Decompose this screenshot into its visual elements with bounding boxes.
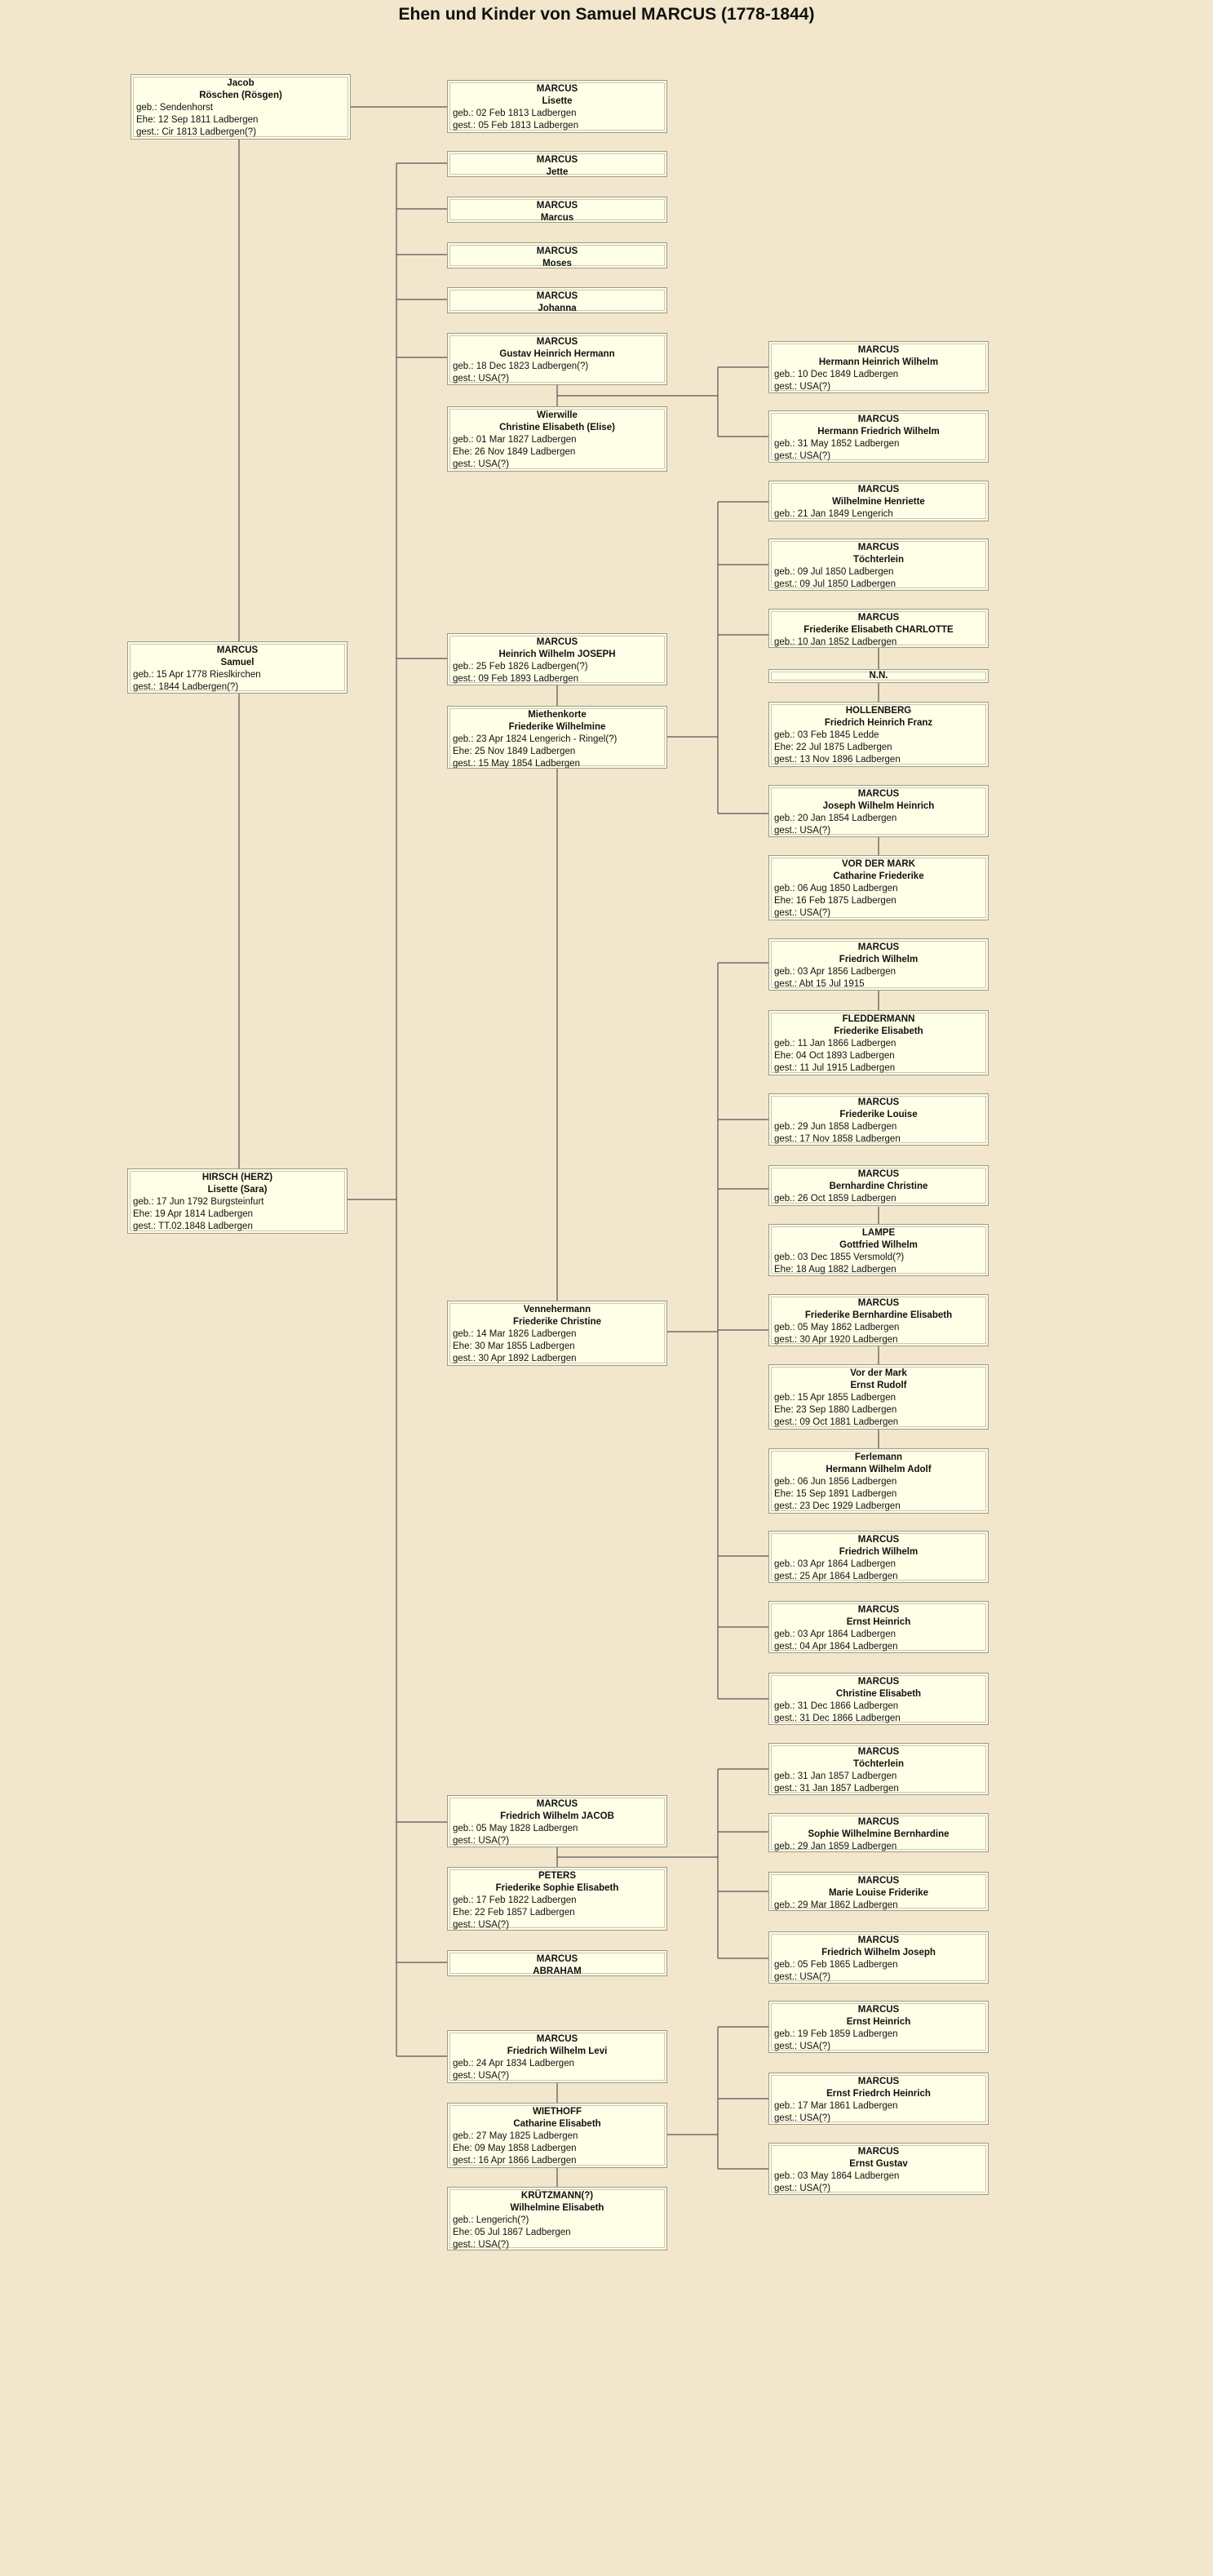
person-surname: Wierwille [537, 410, 578, 420]
person-detail: geb.: 01 Mar 1827 Ladbergen [453, 435, 577, 445]
person-detail: geb.: 17 Feb 1822 Ladbergen [453, 1895, 577, 1905]
person-given-name: Töchterlein [853, 1759, 904, 1769]
person-given-name: Catharine Elisabeth [513, 2119, 601, 2129]
person-detail: gest.: 05 Feb 1813 Ladbergen [453, 121, 579, 131]
person-detail: gest.: 30 Apr 1920 Ladbergen [774, 1335, 898, 1345]
person-surname: KRÜTZMANN(?) [520, 2191, 594, 2201]
person-detail: gest.: 25 Apr 1864 Ladbergen [774, 1572, 898, 1581]
person-given-name: Marcus [540, 213, 574, 223]
person-box-fbe[interactable] [768, 1294, 989, 1346]
person-detail: geb.: 06 Aug 1850 Ladbergen [774, 884, 898, 893]
person-given-name: Ernst Friedrch Heinrich [826, 2089, 931, 2099]
person-surname: MARCUS [857, 543, 900, 552]
person-box-samuel[interactable] [127, 641, 348, 694]
person-given-name: Friedrich Wilhelm Levi [507, 2046, 608, 2056]
person-box-wiethoff[interactable] [447, 2103, 667, 2168]
person-box-hfw[interactable] [768, 410, 989, 463]
person-surname: HOLLENBERG [845, 706, 912, 716]
person-surname: MARCUS [857, 485, 900, 494]
person-given-name: Ernst Heinrich [846, 2017, 911, 2027]
person-surname: FLEDDERMANN [842, 1014, 915, 1024]
person-box-hhw[interactable] [768, 341, 989, 393]
person-detail: gest.: USA(?) [774, 451, 831, 461]
person-detail: geb.: 26 Oct 1859 Ladbergen [774, 1194, 896, 1204]
person-given-name: Friederike Bernhardine Elisabeth [804, 1310, 953, 1320]
person-detail: gest.: USA(?) [453, 459, 510, 469]
person-detail: gest.: USA(?) [453, 1836, 510, 1846]
person-given-name: Hermann Friedrich Wilhelm [817, 427, 940, 437]
person-detail: gest.: USA(?) [774, 826, 831, 836]
person-detail: gest.: USA(?) [453, 1920, 510, 1930]
person-surname: MARCUS [857, 2147, 900, 2157]
person-given-name: Gottfried Wilhelm [839, 1240, 918, 1250]
person-surname: MARCUS [536, 2034, 578, 2044]
person-surname: MARCUS [536, 201, 578, 211]
person-detail: Ehe: 12 Sep 1811 Ladbergen [136, 115, 259, 125]
person-surname: MARCUS [857, 1747, 900, 1757]
person-detail: gest.: 16 Apr 1866 Ladbergen [453, 2156, 577, 2166]
person-detail: Ehe: 22 Jul 1875 Ladbergen [774, 743, 892, 752]
person-given-name: ABRAHAM [533, 1966, 582, 1976]
person-detail: geb.: 20 Jan 1854 Ladbergen [774, 814, 897, 823]
person-given-name: Hermann Heinrich Wilhelm [818, 357, 939, 367]
person-surname: MARCUS [857, 1817, 900, 1827]
person-given-name: Lisette (Sara) [207, 1185, 268, 1195]
person-box-mlf[interactable] [768, 1872, 989, 1911]
person-detail: gest.: 23 Dec 1929 Ladbergen [774, 1501, 901, 1511]
person-given-name: Friederike Christine [512, 1317, 601, 1327]
person-detail: gest.: USA(?) [774, 2042, 831, 2051]
person-given-name: Moses [542, 259, 572, 268]
person-surname: MARCUS [857, 1298, 900, 1308]
person-detail: gest.: Cir 1813 Ladbergen(?) [136, 127, 257, 137]
person-given-name: Hermann Wilhelm Adolf [826, 1465, 932, 1474]
person-detail: Ehe: 18 Aug 1882 Ladbergen [774, 1265, 896, 1275]
person-detail: geb.: 10 Dec 1849 Ladbergen [774, 370, 899, 379]
person-given-name: Joseph Wilhelm Heinrich [822, 801, 935, 811]
person-box-eg[interactable] [768, 2143, 989, 2195]
person-detail: geb.: 02 Feb 1813 Ladbergen [453, 109, 577, 118]
person-detail: geb.: 18 Dec 1823 Ladbergen(?) [453, 361, 589, 371]
person-box-gustav[interactable] [447, 333, 667, 385]
person-surname: MARCUS [857, 1935, 900, 1945]
person-given-name: Lisette [542, 96, 573, 106]
person-given-name: Sophie Wilhelmine Bernhardine [808, 1829, 950, 1839]
person-box-jacob[interactable] [131, 74, 351, 140]
person-detail: geb.: 03 Dec 1855 Versmold(?) [774, 1253, 905, 1262]
person-box-toechterlein1[interactable] [768, 539, 989, 591]
person-detail: gest.: USA(?) [774, 908, 831, 918]
person-surname: N.N. [869, 671, 888, 681]
person-surname: LAMPE [861, 1228, 896, 1238]
person-box-nn[interactable] [768, 669, 989, 683]
person-given-name: Friedrich Wilhelm [839, 1547, 919, 1557]
person-box-fl[interactable] [768, 1093, 989, 1146]
person-box-lampe[interactable] [768, 1224, 989, 1276]
person-given-name: Christine Elisabeth (Elise) [499, 423, 615, 432]
person-given-name: Röschen (Rösgen) [199, 91, 282, 100]
person-detail: geb.: 31 Dec 1866 Ladbergen [774, 1701, 899, 1711]
person-surname: MARCUS [216, 645, 259, 655]
person-surname: VOR DER MARK [841, 859, 916, 869]
person-box-ce[interactable] [768, 1673, 989, 1725]
person-box-miethenkorte[interactable] [447, 706, 667, 769]
person-given-name: Samuel [220, 658, 255, 667]
person-box-ferlemann[interactable] [768, 1448, 989, 1514]
person-box-bc[interactable] [768, 1165, 989, 1206]
person-surname: Vennehermann [523, 1305, 591, 1315]
person-given-name: Ernst Heinrich [846, 1617, 911, 1627]
person-box-moses[interactable] [447, 242, 667, 268]
person-surname: MARCUS [857, 1605, 900, 1615]
person-surname: MARCUS [536, 155, 578, 165]
person-detail: gest.: 30 Apr 1892 Ladbergen [453, 1354, 577, 1363]
person-detail: geb.: 11 Jan 1866 Ladbergen [774, 1039, 896, 1049]
person-detail: geb.: 29 Jan 1859 Ladbergen [774, 1842, 897, 1851]
person-box-peters[interactable] [447, 1867, 667, 1931]
person-box-vennehermann[interactable] [447, 1301, 667, 1366]
person-box-hollenberg[interactable] [768, 702, 989, 767]
person-surname: MARCUS [536, 337, 578, 347]
person-surname: Vor der Mark [850, 1368, 907, 1378]
person-given-name: Friederike Wilhelmine [508, 722, 606, 732]
person-given-name: Töchterlein [853, 555, 904, 565]
person-given-name: Heinrich Wilhelm JOSEPH [498, 650, 616, 659]
person-detail: geb.: 21 Jan 1849 Lengerich [774, 509, 893, 519]
person-detail: geb.: 31 Jan 1857 Ladbergen [774, 1771, 897, 1781]
person-box-kruetzmann[interactable] [447, 2187, 667, 2250]
person-surname: MARCUS [536, 1799, 578, 1809]
person-surname: MARCUS [536, 291, 578, 301]
person-detail: Ehe: 22 Feb 1857 Ladbergen [453, 1908, 575, 1918]
person-box-johanna[interactable] [447, 287, 667, 313]
person-detail: gest.: USA(?) [453, 2071, 510, 2081]
person-given-name: Friedrich Wilhelm [839, 955, 919, 964]
person-given-name: Friedrich Wilhelm JACOB [500, 1811, 614, 1821]
person-box-abraham[interactable] [447, 1950, 667, 1976]
person-surname: MARCUS [536, 246, 578, 256]
person-box-wierwille[interactable] [447, 406, 667, 472]
person-detail: geb.: 19 Feb 1859 Ladbergen [774, 2029, 898, 2039]
person-surname: WIETHOFF [532, 2107, 582, 2117]
person-surname: MARCUS [536, 1954, 578, 1964]
person-detail: gest.: 17 Nov 1858 Ladbergen [774, 1134, 901, 1144]
person-given-name: Johanna [538, 304, 577, 313]
person-detail: geb.: 17 Jun 1792 Burgsteinfurt [133, 1197, 264, 1207]
person-surname: MARCUS [857, 1097, 900, 1107]
person-surname: MARCUS [857, 1876, 900, 1886]
person-detail: geb.: 24 Apr 1834 Ladbergen [453, 2059, 574, 2068]
person-detail: geb.: 29 Jun 1858 Ladbergen [774, 1122, 897, 1132]
person-detail: gest.: 31 Jan 1857 Ladbergen [774, 1784, 899, 1793]
person-detail: geb.: 27 May 1825 Ladbergen [453, 2131, 578, 2141]
person-detail: geb.: 03 May 1864 Ladbergen [774, 2171, 900, 2181]
person-box-vordermark1[interactable] [768, 855, 989, 920]
person-detail: gest.: 31 Dec 1866 Ladbergen [774, 1714, 901, 1723]
person-given-name: Friederike Elisabeth [834, 1026, 923, 1036]
person-detail: geb.: 03 Apr 1864 Ladbergen [774, 1629, 896, 1639]
person-box-whenr[interactable] [768, 481, 989, 521]
person-box-eh1[interactable] [768, 1601, 989, 1653]
person-box-fwjacob[interactable] [447, 1795, 667, 1847]
person-surname: MARCUS [857, 1677, 900, 1687]
person-given-name: Friedrich Wilhelm Joseph [821, 1948, 936, 1957]
person-detail: geb.: 05 May 1862 Ladbergen [774, 1323, 900, 1332]
person-given-name: Friedrich Heinrich Franz [824, 718, 933, 728]
person-detail: geb.: 14 Mar 1826 Ladbergen [453, 1329, 577, 1339]
person-given-name: Friederike Louise [839, 1110, 918, 1120]
person-detail: gest.: 15 May 1854 Ladbergen [453, 759, 581, 769]
person-detail: gest.: 11 Jul 1915 Ladbergen [774, 1063, 896, 1073]
person-detail: Ehe: 23 Sep 1880 Ladbergen [774, 1405, 897, 1415]
person-given-name: Ernst Gustav [849, 2159, 908, 2169]
person-detail: gest.: USA(?) [453, 374, 510, 384]
person-surname: MARCUS [857, 613, 900, 623]
person-detail: Ehe: 04 Oct 1893 Ladbergen [774, 1051, 895, 1061]
person-detail: geb.: 05 Feb 1865 Ladbergen [774, 1960, 898, 1970]
person-detail: geb.: 09 Jul 1850 Ladbergen [774, 567, 894, 577]
person-surname: MARCUS [857, 1535, 900, 1545]
person-detail: geb.: 31 May 1852 Ladbergen [774, 439, 900, 449]
person-surname: MARCUS [536, 637, 578, 647]
person-box-fwjo[interactable] [768, 1931, 989, 1984]
person-given-name: Wilhelmine Henriette [832, 497, 925, 507]
person-surname: Ferlemann [854, 1452, 903, 1462]
page-title: Ehen und Kinder von Samuel MARCUS (1778-1844) [398, 5, 815, 24]
person-surname: PETERS [538, 1871, 576, 1881]
person-surname: MARCUS [857, 942, 900, 952]
person-box-marcus[interactable] [447, 197, 667, 223]
person-detail: gest.: USA(?) [453, 2240, 510, 2250]
person-detail: geb.: Lengerich(?) [453, 2215, 529, 2225]
person-given-name: Gustav Heinrich Hermann [499, 349, 615, 359]
person-surname: Jacob [227, 78, 255, 88]
person-detail: gest.: Abt 15 Jul 1915 [774, 979, 865, 989]
person-given-name: Jette [546, 167, 569, 177]
person-detail: geb.: Sendenhorst [136, 103, 213, 113]
person-detail: gest.: USA(?) [774, 1972, 831, 1982]
person-given-name: Catharine Friederike [833, 871, 924, 881]
person-box-fleddermann[interactable] [768, 1010, 989, 1075]
person-box-toechterlein2[interactable] [768, 1743, 989, 1795]
person-box-vordermark2[interactable] [768, 1364, 989, 1430]
person-detail: geb.: 25 Feb 1826 Ladbergen(?) [453, 662, 588, 672]
person-detail: gest.: 1844 Ladbergen(?) [133, 682, 239, 692]
person-detail: geb.: 23 Apr 1824 Lengerich - Ringel(?) [453, 734, 618, 744]
person-detail: gest.: 04 Apr 1864 Ladbergen [774, 1642, 898, 1652]
person-box-lisette[interactable] [447, 80, 667, 133]
person-box-joseph[interactable] [447, 633, 667, 685]
person-surname: Miethenkorte [528, 710, 587, 720]
person-surname: MARCUS [857, 2005, 900, 2015]
person-surname: MARCUS [857, 2077, 900, 2086]
person-box-levi[interactable] [447, 2030, 667, 2083]
person-given-name: Friederike Sophie Elisabeth [495, 1883, 619, 1893]
person-detail: gest.: USA(?) [774, 2184, 831, 2193]
person-box-fw2[interactable] [768, 1531, 989, 1583]
person-surname: MARCUS [857, 789, 900, 799]
person-detail: gest.: 09 Oct 1881 Ladbergen [774, 1417, 899, 1427]
person-detail: geb.: 05 May 1828 Ladbergen [453, 1824, 578, 1833]
person-box-eh2[interactable] [768, 2001, 989, 2053]
person-given-name: Wilhelmine Elisabeth [510, 2203, 604, 2213]
person-surname: MARCUS [536, 84, 578, 94]
person-detail: Ehe: 15 Sep 1891 Ladbergen [774, 1489, 897, 1499]
person-detail: Ehe: 30 Mar 1855 Ladbergen [453, 1341, 575, 1351]
person-box-jwh[interactable] [768, 785, 989, 837]
person-given-name: Ernst Rudolf [850, 1381, 907, 1390]
person-detail: gest.: USA(?) [774, 382, 831, 392]
person-detail: Ehe: 05 Jul 1867 Ladbergen [453, 2228, 571, 2237]
person-given-name: Bernhardine Christine [829, 1182, 928, 1191]
person-detail: gest.: TT.02.1848 Ladbergen [133, 1221, 253, 1231]
person-detail: gest.: 09 Jul 1850 Ladbergen [774, 579, 896, 589]
person-detail: geb.: 17 Mar 1861 Ladbergen [774, 2101, 898, 2111]
person-surname: HIRSCH (HERZ) [201, 1173, 273, 1182]
person-detail: geb.: 10 Jan 1852 Ladbergen [774, 637, 897, 647]
person-box-hirsch[interactable] [127, 1168, 348, 1234]
person-detail: geb.: 15 Apr 1778 Rieslkirchen [133, 670, 261, 680]
person-box-fw1[interactable] [768, 938, 989, 991]
person-box-swb[interactable] [768, 1813, 989, 1852]
person-detail: gest.: 09 Feb 1893 Ladbergen [453, 674, 579, 684]
person-detail: Ehe: 16 Feb 1875 Ladbergen [774, 896, 896, 906]
person-given-name: Christine Elisabeth [835, 1689, 922, 1699]
person-detail: Ehe: 19 Apr 1814 Ladbergen [133, 1209, 254, 1219]
person-surname: MARCUS [857, 1169, 900, 1179]
person-detail: gest.: 13 Nov 1896 Ladbergen [774, 755, 901, 765]
person-detail: geb.: 29 Mar 1862 Ladbergen [774, 1900, 898, 1910]
person-surname: MARCUS [857, 415, 900, 424]
person-detail: geb.: 15 Apr 1855 Ladbergen [774, 1393, 896, 1403]
person-detail: Ehe: 09 May 1858 Ladbergen [453, 2144, 577, 2153]
person-box-efh[interactable] [768, 2073, 989, 2125]
person-detail: geb.: 06 Jun 1856 Ladbergen [774, 1477, 897, 1487]
person-detail: Ehe: 25 Nov 1849 Ladbergen [453, 747, 576, 756]
person-given-name: Friederike Elisabeth CHARLOTTE [804, 625, 954, 635]
person-detail: Ehe: 26 Nov 1849 Ladbergen [453, 447, 576, 457]
person-box-jette[interactable] [447, 151, 667, 177]
person-detail: geb.: 03 Feb 1845 Ledde [774, 730, 879, 740]
person-detail: geb.: 03 Apr 1856 Ladbergen [774, 967, 896, 977]
person-surname: MARCUS [857, 345, 900, 355]
person-given-name: Marie Louise Friderike [828, 1888, 929, 1898]
person-detail: gest.: USA(?) [774, 2113, 831, 2123]
person-detail: geb.: 03 Apr 1864 Ladbergen [774, 1559, 896, 1569]
person-box-charlotte[interactable] [768, 609, 989, 648]
